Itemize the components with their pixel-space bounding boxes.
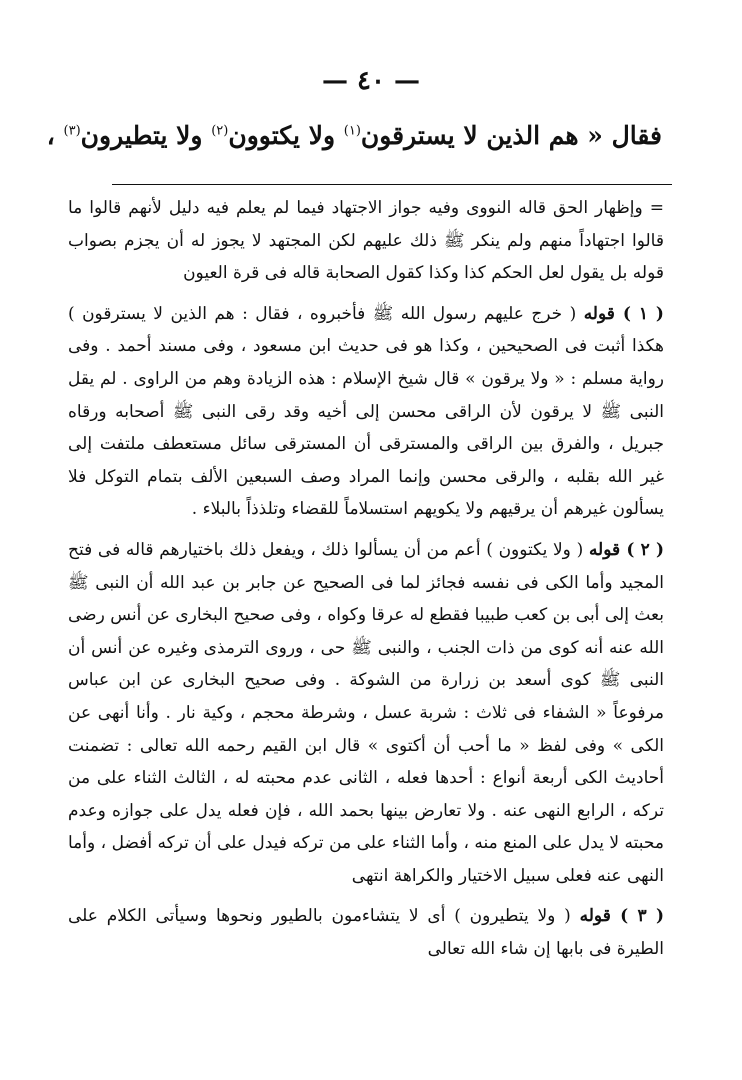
footnote-ref-1: (١): [343, 123, 361, 139]
continued-note: = وإظهار الحق قاله النووى وفيه جواز الاجتهاد فيما لم يعلم فيه دليل لأنهم قالوا ما قالوا اجتهاداً منهم ولم ينكر ﷺ ذلك عليهم لكن المجتهد لا يجوز له أن يجزم بصواب قوله بل يقول لعل الحكم كذا وكذا كقول الصحابة قاله فى قرة العيون: [68, 198, 664, 284]
footnote-2: [68, 534, 664, 893]
footnote-1-label: ( ١ ) قوله: [583, 303, 664, 324]
footnote-3-label: ( ٣ ) قوله: [579, 906, 665, 927]
footnote-1-text: ( خرج عليهم رسول الله ﷺ فأخبروه ، فقال : هم الذين لا يسترقون ) هكذا أثبت فى الصحيحين ، وكذا هو فى حديث ابن مسعود ، وفى مسند أحمد . وفى رواية مسلم : « ولا يرقون » قال شيخ الإسلام : هذه الزيادة وهم من الراوى . لم يقل النبى ﷺ لا يرقون لأن الراقى محسن إلى أخيه وقد رقى النبى ﷺ أصحابه ورقاه جبريل ، والفرق بين الراقى والمسترقى أن المسترقى سائل مستعطف ملتفت إلى غير الله بقلبه ، والرقى محسن وإنما المراد وصف السبعين الألف بتمام التوكل فلا يسألون غيرهم أن يرقيهم ولا يكويهم استسلاماً للقضاء وتلذذاً بالبلاء .: [68, 303, 664, 520]
hadith-heading: [46, 118, 662, 153]
footnote-3-text: ( ولا يتطيرون ) أى لا يتشاءمون بالطيور ونحوها وسيأتى الكلام على الطيرة فى بابها إن شاء الله تعالى: [68, 906, 664, 960]
heading-text-mid-1: ولا يكتوون: [228, 121, 344, 150]
footnote-3: [68, 900, 664, 965]
footnote-divider: [112, 184, 672, 185]
heading-text-end: ،: [46, 121, 64, 150]
footnote-ref-2: (٢): [211, 123, 229, 139]
heading-text-start: فقال « هم الذين لا يسترقون: [360, 121, 662, 150]
heading-text-mid-2: ولا يتطيرون: [80, 121, 212, 150]
page-number: — ٤٠ —: [321, 66, 421, 96]
footnote-2-label: ( ٢ ) قوله: [588, 539, 665, 560]
footnote-2-text: ( ولا يكتوون ) أعم من أن يسألوا ذلك ، ويفعل ذلك باختيارهم قاله فى فتح المجيد وأما الكى فى نفسه فجائز لما فى الصحيح عن جابر بن عبد الله أن النبى ﷺ بعث إلى أبى بن كعب طبيبا فقطع له عرقا وكواه ، وفى صحيح البخارى عن أنس رضى الله عنه أنه كوى من ذات الجنب ، والنبى ﷺ حى ، وروى الترمذى وغيره عن أنس أن النبى ﷺ كوى أسعد بن زرارة من الشوكة . وفى صحيح البخارى عن ابن عباس مرفوعاً « الشفاء فى ثلاث : شربة عسل ، وشرطة محجم ، وكية نار . وأنا أنهى عن الكى » وفى لفظ « ما أحب أن أكتوى » قال ابن القيم رحمه الله تعالى : تضمنت أحاديث الكى أربعة أنواع : أحدها فعله ، الثانى عدم محبته له ، الثالث الثناء على من تركه ، الرابع النهى عنه . ولا تعارض بينها بحمد الله ، فإن فعله يدل على جوازه وعدم محبته لا يدل على المنع منه ، وأما الثناء على من تركه فيدل على أن تركه أفضل ، وأما النهى عنه فعلى سبيل الاختيار والكراهة انتهى: [68, 539, 664, 886]
footnote-ref-3: (٣): [63, 123, 81, 139]
footnote-1: [68, 298, 664, 526]
footnotes: [68, 192, 664, 966]
